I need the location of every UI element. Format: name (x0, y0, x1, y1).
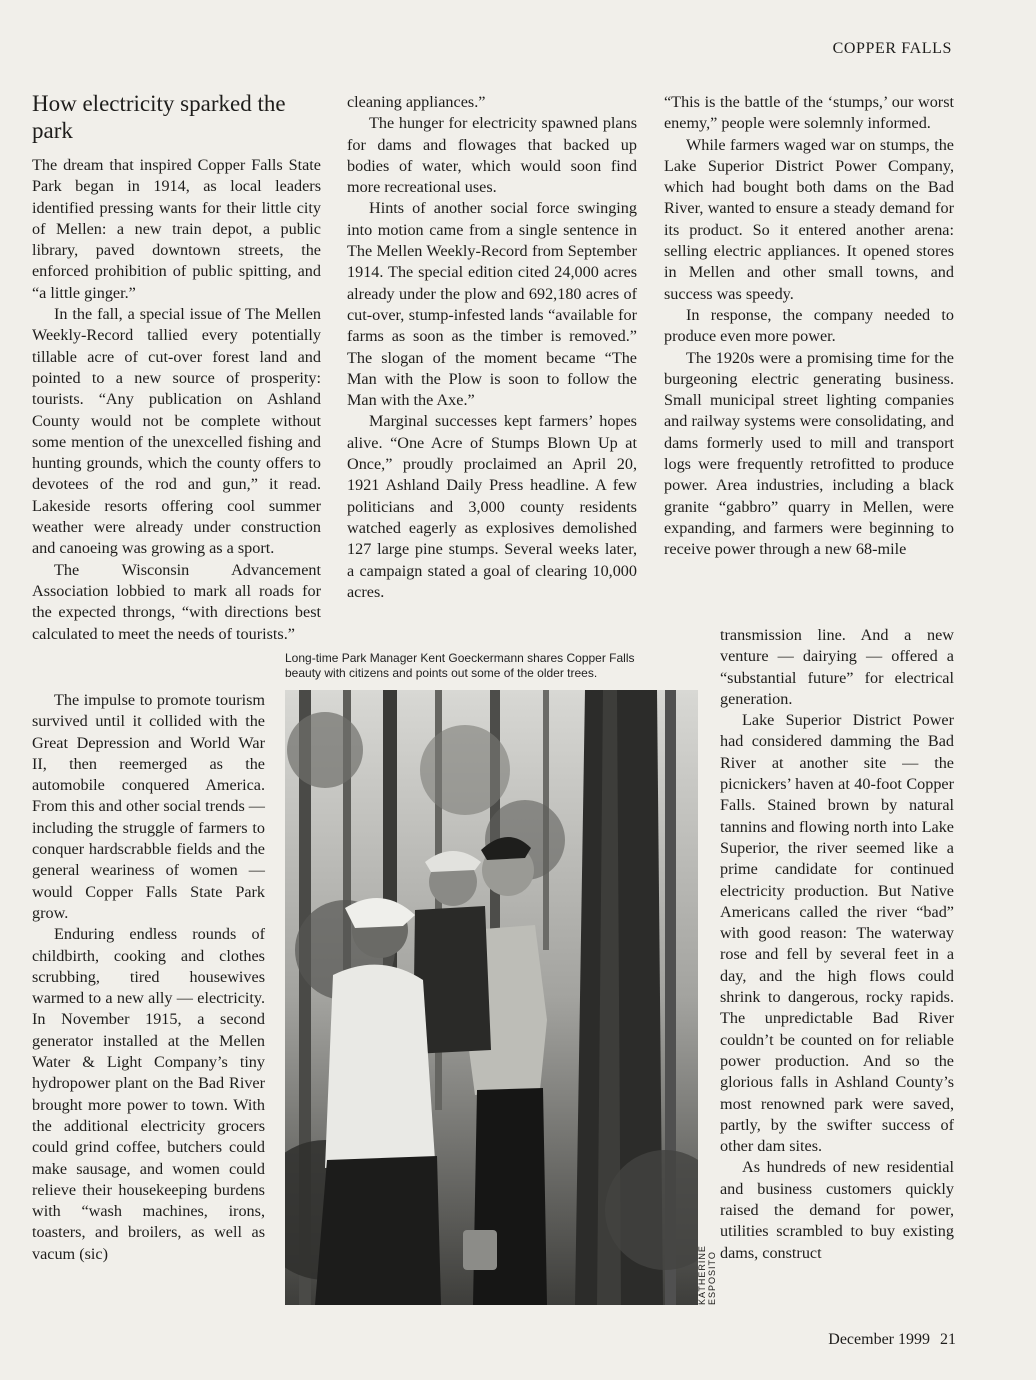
column-3-lower (720, 625, 954, 1264)
paragraph: The dream that inspired Copper Falls State Park began in 1914, as local leaders identified pressing wants for their little city of Mellen: a new train depot, a public library, paved downtown streets, the enforced prohibition of public spitting, and “a little ginger.” (32, 156, 321, 302)
running-head: COPPER FALLS (832, 40, 952, 57)
paragraph: As hundreds of new residential and business customers quickly raised the demand for power, utilities scrambled to buy existing dams, construct (720, 1158, 954, 1262)
photo-credit: KATHERINE ESPOSITO (697, 1245, 717, 1305)
column-3 (664, 92, 954, 561)
paragraph: Enduring endless rounds of childbirth, cooking and clothes scrubbing, tired housewives warmed to a new ally — electricity. In November 1915, a second generator installed at the Mellen Water & Light Company’s tiny hydropower plant on the Bad River brought more power to town. With the additional electricity grocers could grind coffee, butchers could make sausage, and women could relieve their housekeeping burdens with “wash machines, irons, toasters, and broilers, as well as vacum (sic) (32, 925, 265, 1263)
paragraph: Hints of another social force swinging into motion came from a single sentence in The Mellen Weekly-Record from September 1914. The special edition cited 24,000 acres already under the plow and 692,180 acres of cut-over, stump-infested lands “available for farms as soon as the timber is removed.” The slogan of the moment became “The Man with the Plow is soon to follow the Man with the Axe.” (347, 199, 637, 410)
column-1 (32, 155, 321, 645)
paragraph: In the fall, a special issue of The Mellen Weekly-Record tallied every potentially tillable acre of cut-over forest land and pointed to a new source of prosperity: tourists. “Any publication on Ashland County would not be complete without some mention of the unexcelled fishing and hunting grounds, which the county offers to devotees of the rod and gun,” it read. Lakeside resorts offering cool summer weather were already under construction and canoeing was growing as a sport. (32, 305, 321, 558)
paragraph: In response, the company needed to produce even more power. (664, 305, 954, 346)
paragraph: The 1920s were a promising time for the burgeoning electric generating business. Small municipal street lighting companies and railway systems were consolidating, and dams formerly used to mill and transport logs were frequently retrofitted to produce power. Area industries, including a black granite “gabbro” quarry in Mellen, were expanding, and farmers were beginning to receive power through a new 68-mile (664, 348, 954, 559)
paragraph: transmission line. And a new venture — dairying — offered a “substantial future” for electrical generation. (720, 626, 954, 708)
paragraph: cleaning appliances.” (347, 93, 486, 111)
article-subhead: How electricity sparked the park (32, 91, 286, 143)
paragraph: Marginal successes kept farmers’ hopes alive. “One Acre of Stumps Blown Up at Once,” proudly proclaimed an April 20, 1921 Ashland Daily Press headline. A few politicians and 3,000 county residents watched eagerly as explosives demolished 127 large pine stumps. Several weeks later, a campaign stated a goal of clearing 10,000 acres. (347, 412, 637, 601)
paragraph: While farmers waged war on stumps, the Lake Superior District Power Company, which had bought both dams on the Bad River, wanted to ensure a steady demand for its product. So it entered another arena: selling electric appliances. It opened stores in Mellen and other small towns, and success was speedy. (664, 135, 954, 303)
photo-illustration (285, 690, 698, 1305)
paragraph: Lake Superior District Power had considered damming the Bad River at another site — the picnickers’ haven at 40-foot Copper Falls. Stained brown by natural tannins and flowing north into Lake Superior, the river seemed like a prime candidate for continued electricity production. But Native Americans called the river “bad” with good reason: The waterway rose and fell by several feet in a day, and the high flows could shrink to dangerous, rocky rapids. The unpredictable Bad River couldn’t be counted on for reliable power production. And so the glorious falls in Ashland County’s most renowned park were saved, partly, by the swifter success of other dam sites. (720, 711, 954, 1156)
paragraph: The impulse to promote tourism survived until it collided with the Great Depression and World War II, then reemerged as the automobile conquered America. From this and other social trends — including the struggle of farmers to conquer hardscrabble fields and the general weariness of women — would Copper Falls State Park grow. (32, 691, 265, 922)
paragraph: The hunger for electricity spawned plans for dams and flowages that backed up bodies of water, which would soon find more recreational uses. (347, 114, 637, 197)
photo-caption: Long-time Park Manager Kent Goeckermann shares Copper Falls beauty with citizens and points out some of the older trees. (285, 651, 635, 680)
forest-photo (285, 690, 698, 1305)
page-footer (818, 1331, 956, 1349)
column-2 (347, 92, 637, 603)
page-number: 21 (940, 1331, 956, 1348)
paragraph: The Wisconsin Advancement Association lobbied to mark all roads for the expected throngs, “with directions best calculated to meet the needs of tourists.” (32, 560, 321, 643)
column-1-lower (32, 690, 265, 1265)
issue-date: December 1999 (828, 1331, 930, 1348)
paragraph: “This is the battle of the ‘stumps,’ our worst enemy,” people were solemnly informed. (664, 93, 954, 133)
